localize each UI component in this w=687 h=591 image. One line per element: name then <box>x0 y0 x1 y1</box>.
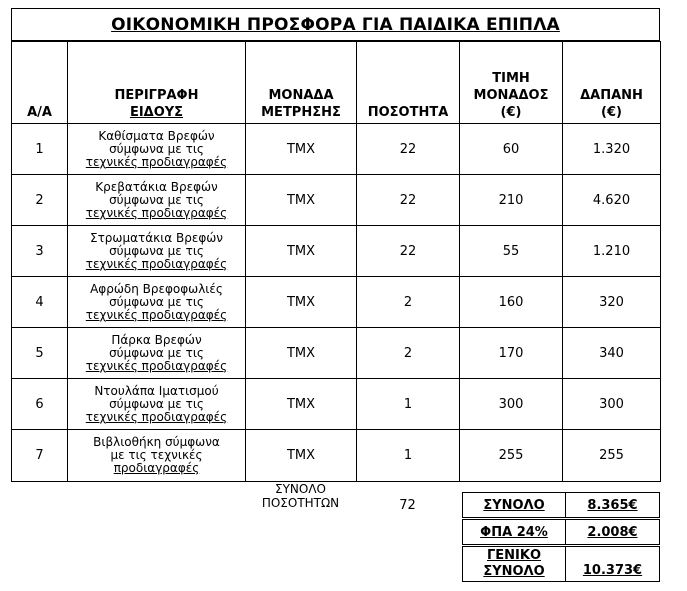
quantity-total-label: ΣΥΝΟΛΟ ΠΟΣΟΤΗΤΩΝ <box>261 482 340 510</box>
cell-unit-price: 160 <box>460 277 563 328</box>
vat-value: 2.008€ <box>565 519 660 545</box>
subtotal-label: ΣΥΝΟΛΟ <box>462 492 566 518</box>
cell-cost: 4.620 <box>563 175 661 226</box>
cell-quantity: 1 <box>357 430 460 482</box>
cell-unit: ΤΜΧ <box>246 277 357 328</box>
cell-unit: ΤΜΧ <box>246 124 357 175</box>
table-row <box>12 328 661 379</box>
cell-unit-price: 210 <box>460 175 563 226</box>
cell-cost: 320 <box>563 277 661 328</box>
cell-aa: 3 <box>12 226 68 277</box>
cell-aa: 2 <box>12 175 68 226</box>
table-row <box>12 226 661 277</box>
header-unit: ΜΟΝΑΔΑ ΜΕΤΡΗΣΗΣ <box>246 42 357 124</box>
grand-total-value: 10.373€ <box>565 546 660 582</box>
cell-description: Βιβλιοθήκη σύμφωνα με τις τεχνικές προδιαγραφές <box>68 430 246 482</box>
table-row <box>12 124 661 175</box>
cell-quantity: 22 <box>357 175 460 226</box>
cell-cost: 1.320 <box>563 124 661 175</box>
vat-label: ΦΠΑ 24% <box>462 519 566 545</box>
header-row <box>12 42 661 124</box>
cell-description: Πάρκα Βρεφών σύμφωνα με τις τεχνικές προδιαγραφές <box>68 328 246 379</box>
cell-quantity: 1 <box>357 379 460 430</box>
cell-cost: 300 <box>563 379 661 430</box>
cell-unit-price: 60 <box>460 124 563 175</box>
header-quantity: ΠΟΣΟΤΗΤΑ <box>357 42 460 124</box>
cell-description: Κρεβατάκια Βρεφών σύμφωνα με τις τεχνικές προδιαγραφές <box>68 175 246 226</box>
page-title: ΟΙΚΟΝΟΜΙΚΗ ΠΡΟΣΦΟΡΑ ΓΙΑ ΠΑΙΔΙΚΑ ΕΠΙΠΛΑ <box>11 8 660 41</box>
quantity-total-value: 72 <box>399 498 416 513</box>
table-row <box>12 175 661 226</box>
cell-unit: ΤΜΧ <box>246 379 357 430</box>
cell-unit-price: 170 <box>460 328 563 379</box>
cell-unit: ΤΜΧ <box>246 226 357 277</box>
cell-aa: 7 <box>12 430 68 482</box>
cell-unit: ΤΜΧ <box>246 175 357 226</box>
cell-quantity: 2 <box>357 277 460 328</box>
header-aa: Α/Α <box>12 42 68 124</box>
cell-unit-price: 255 <box>460 430 563 482</box>
grand-total-label: ΓΕΝΙΚΟ ΣΥΝΟΛΟ <box>462 546 566 582</box>
cell-quantity: 2 <box>357 328 460 379</box>
cell-unit-price: 55 <box>460 226 563 277</box>
cell-cost: 255 <box>563 430 661 482</box>
cell-description: Αφρώδη Βρεφοφωλιές σύμφωνα με τις τεχνικές προδιαγραφές <box>68 277 246 328</box>
table-row <box>12 430 661 482</box>
cell-cost: 1.210 <box>563 226 661 277</box>
cell-quantity: 22 <box>357 226 460 277</box>
cell-description: Ντουλάπα Ιματισμού σύμφωνα με τις τεχνικές προδιαγραφές <box>68 379 246 430</box>
cell-aa: 6 <box>12 379 68 430</box>
cell-aa: 5 <box>12 328 68 379</box>
header-description: ΠΕΡΙΓΡΑΦΗ ΕΙΔΟΥΣ <box>68 42 246 124</box>
cell-cost: 340 <box>563 328 661 379</box>
header-cost: ΔΑΠΑΝΗ (€) <box>563 42 661 124</box>
table-row <box>12 379 661 430</box>
header-unit-price: ΤΙΜΗ ΜΟΝΑΔΟΣ (€) <box>460 42 563 124</box>
table-row <box>12 277 661 328</box>
cell-aa: 1 <box>12 124 68 175</box>
cell-aa: 4 <box>12 277 68 328</box>
cell-description: Στρωματάκια Βρεφών σύμφωνα με τις τεχνικές προδιαγραφές <box>68 226 246 277</box>
cell-quantity: 22 <box>357 124 460 175</box>
cell-unit: ΤΜΧ <box>246 430 357 482</box>
subtotal-value: 8.365€ <box>565 492 660 518</box>
cell-unit: ΤΜΧ <box>246 328 357 379</box>
cell-unit-price: 300 <box>460 379 563 430</box>
cell-description: Καθίσματα Βρεφών σύμφωνα με τις τεχνικές προδιαγραφές <box>68 124 246 175</box>
offer-table <box>11 41 661 482</box>
